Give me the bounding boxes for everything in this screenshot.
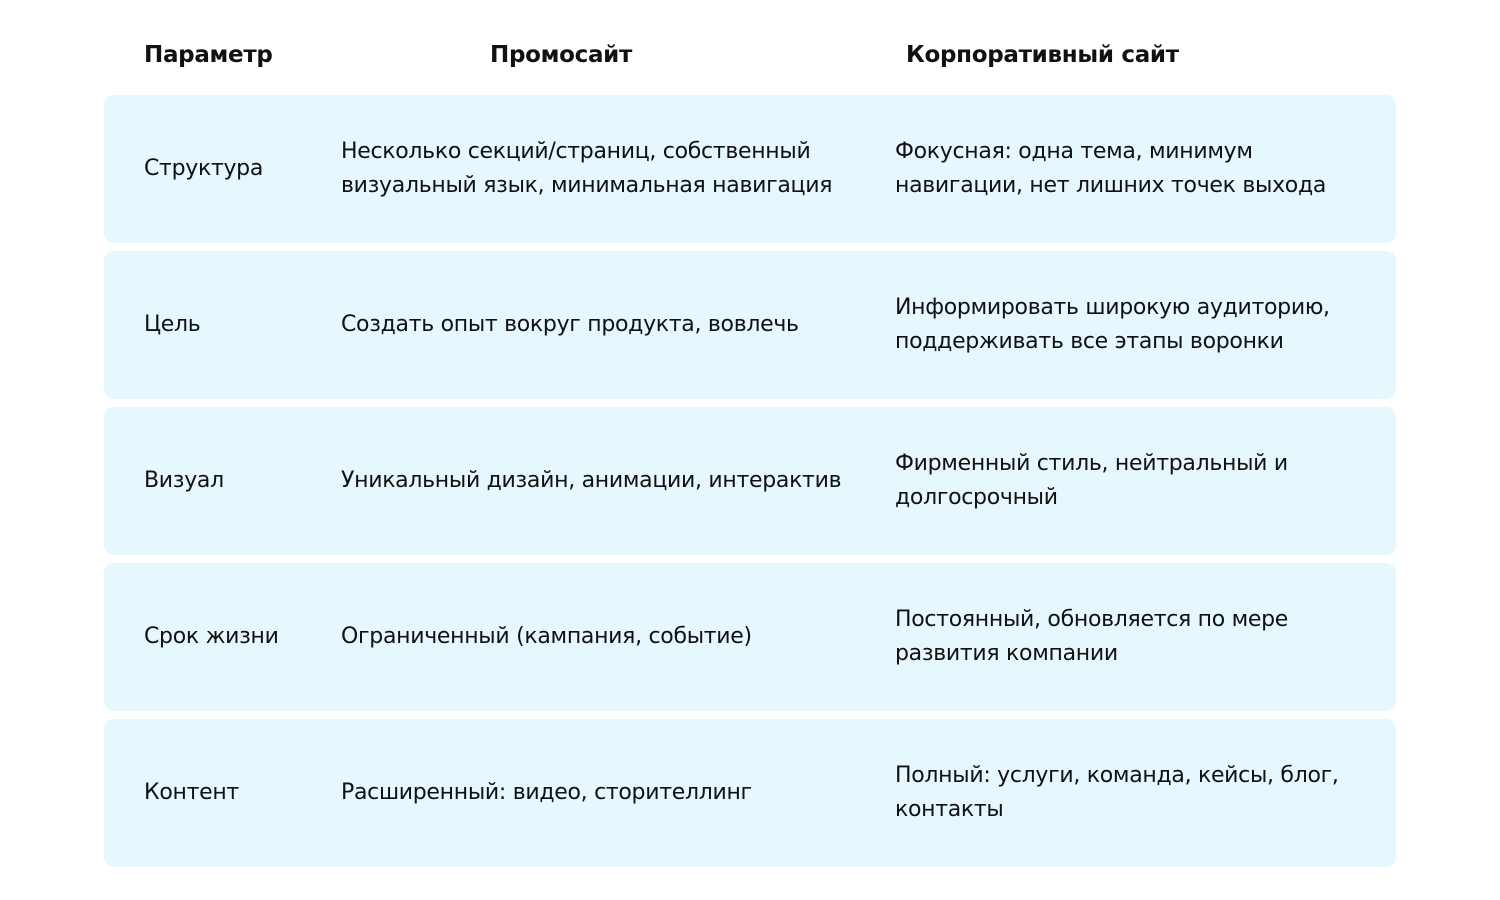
cell-param: Визуал <box>144 468 224 493</box>
cell-corp: Полный: услуги, команда, кейсы, блог, контакты <box>895 763 1339 822</box>
header-corp: Корпоративный сайт <box>906 42 1179 68</box>
table-row <box>104 251 1396 399</box>
cell-promo: Создать опыт вокруг продукта, вовлечь <box>341 312 799 337</box>
cell-promo: Несколько секций/страниц, собственный визуальный язык, минимальная навигация <box>341 139 833 198</box>
table-row <box>104 95 1396 243</box>
table-row <box>104 563 1396 711</box>
cell-param: Контент <box>144 780 239 805</box>
cell-corp: Информировать широкую аудиторию, поддерживать все этапы воронки <box>895 295 1330 354</box>
table-header <box>104 0 1396 95</box>
table-row <box>104 407 1396 555</box>
header-param: Параметр <box>144 42 273 68</box>
cell-corp: Постоянный, обновляется по мере развития компании <box>895 607 1289 666</box>
comparison-table <box>104 0 1396 875</box>
cell-promo: Расширенный: видео, сторителлинг <box>341 780 752 805</box>
cell-param: Цель <box>144 312 201 337</box>
cell-promo: Ограниченный (кампания, событие) <box>341 624 752 649</box>
cell-param: Срок жизни <box>144 624 279 649</box>
table-row <box>104 719 1396 867</box>
header-promo: Промосайт <box>490 42 633 68</box>
cell-param: Структура <box>144 156 264 181</box>
cell-corp: Фирменный стиль, нейтральный и долгосрочный <box>895 451 1288 510</box>
cell-promo: Уникальный дизайн, анимации, интерактив <box>341 468 842 493</box>
cell-corp: Фокусная: одна тема, минимум навигации, нет лишних точек выхода <box>895 139 1327 198</box>
